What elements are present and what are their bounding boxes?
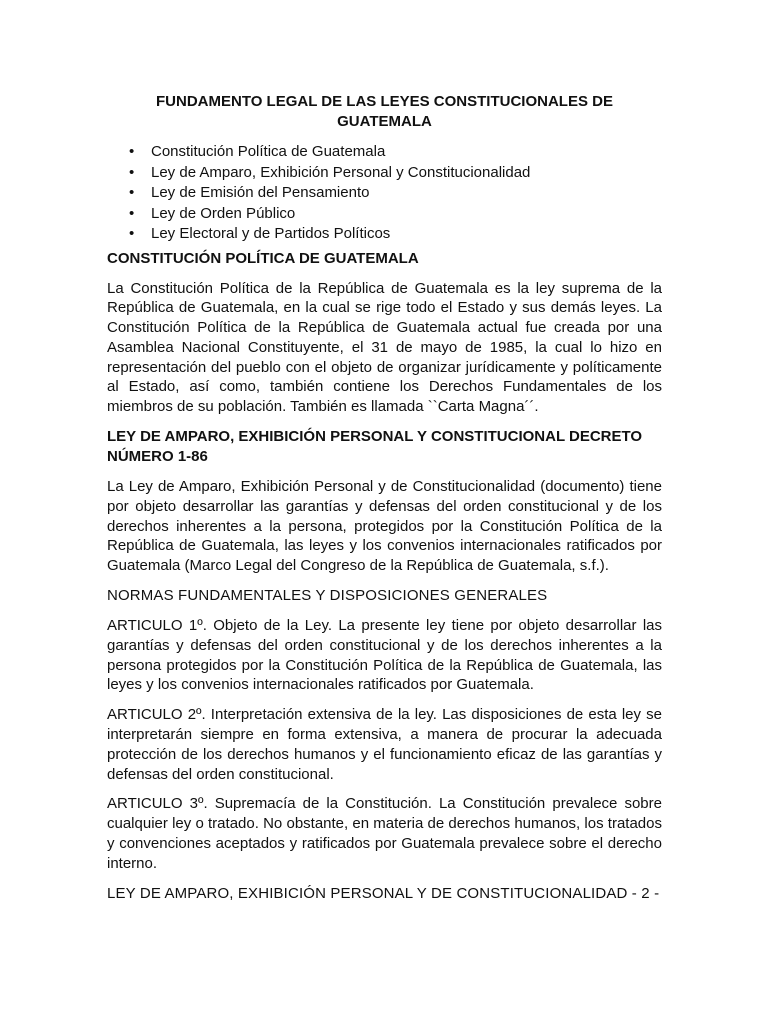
section-heading-constitucion: CONSTITUCIÓN POLÍTICA DE GUATEMALA [107, 249, 419, 267]
list-item [107, 224, 662, 245]
bullet-icon: • [129, 184, 135, 201]
bullet-icon: • [129, 143, 135, 160]
paragraph-ley-amparo: La Ley de Amparo, Exhibición Personal y de Constitucionalidad (documento) tiene por objeto desarrollar las garantías y defensas del orden constitucional y de los derechos inherentes a la persona, protegidos por la Constitución Política de la República de Guatemala, las leyes y los convenios internacionales ratificados por Guatemala (Marco Legal del Congreso de la República de Guatemala, s.f.). [107, 478, 662, 575]
footer-line: LEY DE AMPARO, EXHIBICIÓN PERSONAL Y DE CONSTITUCIONALIDAD - 2 - [107, 884, 660, 902]
list-item [107, 183, 662, 204]
article-2-paragraph: ARTICULO 2º. Interpretación extensiva de la ley. Las disposiciones de esta ley se interpretarán siempre en forma extensiva, a manera de procurar la adecuada protección de los derechos humanos y el funcionamiento eficaz de las garantías y defensas del orden constitucional. [107, 706, 662, 783]
section-heading-ley-amparo: LEY DE AMPARO, EXHIBICIÓN PERSONAL Y CONSTITUCIONAL DECRETO NÚMERO 1-86 [107, 428, 643, 466]
norms-heading: NORMAS FUNDAMENTALES Y DISPOSICIONES GENERALES [107, 587, 548, 605]
paragraph-constitucion: La Constitución Política de la República de Guatemala es la ley suprema de la República de Guatemala, en la cual se rige todo el Estado y sus demás leyes. La Constitución Política de la República de Guatemala actual fue creada por una Asamblea Nacional Constituyente, el 31 de mayo de 1985, la cual lo hizo en representación del pueblo con el objeto de organizar jurídicamente y políticamente al Estado, así como, también contiene los Derechos Fundamentales de los miembros de su población. También es llamada ``Carta Magna´´. [107, 279, 662, 416]
article-3-paragraph: ARTICULO 3º. Supremacía de la Constitución. La Constitución prevalece sobre cualquier ley o tratado. No obstante, en materia de derechos humanos, los tratados y convenciones aceptados y ratificados por Guatemala prevalece sobre el derecho interno. [107, 795, 662, 872]
list-item [107, 204, 662, 225]
list-item-text: Ley de Orden Público [151, 204, 296, 222]
list-item [107, 142, 662, 163]
list-item-text: Ley de Emisión del Pensamiento [151, 184, 370, 201]
document-title: FUNDAMENTO LEGAL DE LAS LEYES CONSTITUCIONALES DE GUATEMALA [156, 93, 613, 130]
list-item-text: Ley Electoral y de Partidos Políticos [151, 225, 391, 242]
bullet-icon: • [129, 204, 135, 222]
bullet-icon: • [129, 225, 135, 242]
list-item-text: Constitución Política de Guatemala [151, 143, 386, 160]
list-item-text: Ley de Amparo, Exhibición Personal y Constitucionalidad [151, 163, 531, 181]
list-item [107, 163, 662, 184]
laws-bullet-list [107, 142, 662, 245]
bullet-icon: • [129, 163, 135, 181]
article-1-paragraph: ARTICULO 1º. Objeto de la Ley. La presente ley tiene por objeto desarrollar las garantías y defensas del orden constitucional y de los derechos inherentes a la persona protegidos por la Constitución Política de la República de Guatemala, las leyes y los convenios internacionales ratificados por Guatemala. [107, 617, 662, 694]
